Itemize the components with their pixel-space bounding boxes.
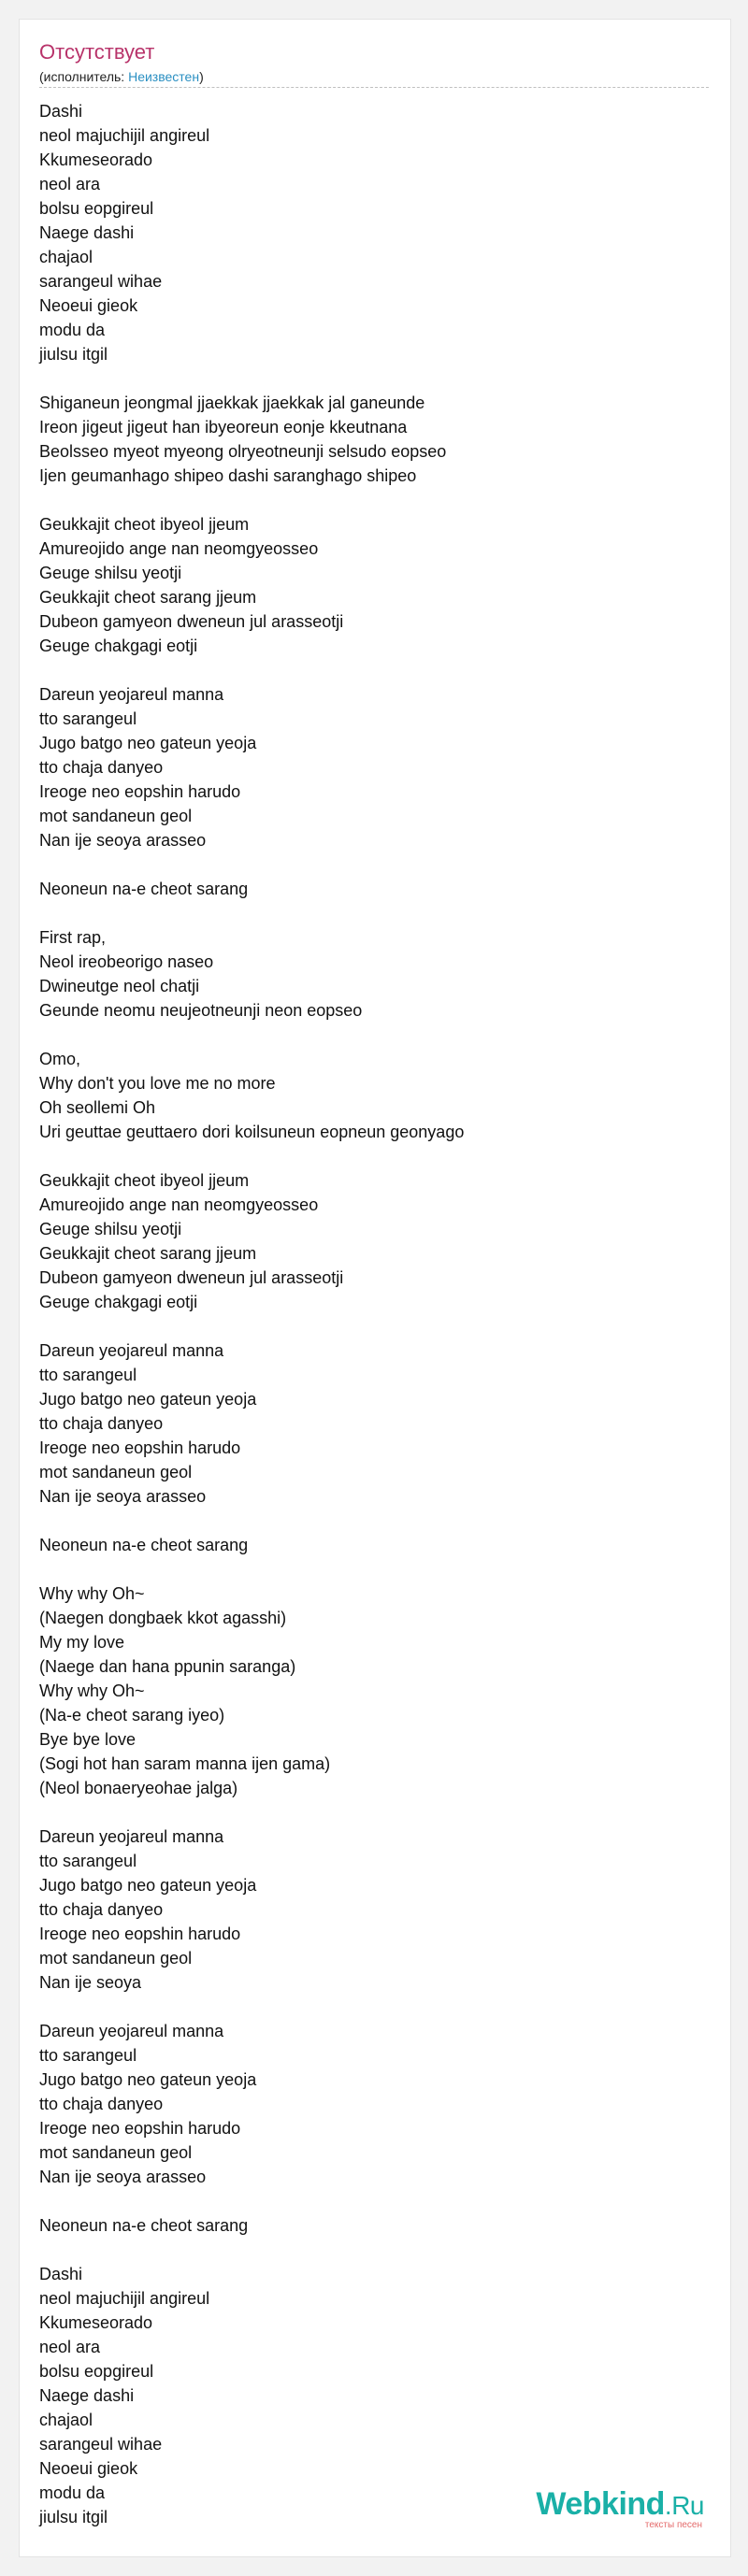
- lyric-line: Jugo batgo neo gateun yeoja: [39, 734, 257, 752]
- lyric-line: neol majuchijil angireul: [39, 2289, 210, 2308]
- lyric-line: Jugo batgo neo gateun yeoja: [39, 2070, 257, 2089]
- lyric-line: Uri geuttae geuttaero dori koilsuneun eopneun geonyago: [39, 1123, 465, 1141]
- lyric-line: Why why Oh~: [39, 1682, 145, 1700]
- stanza-break: [39, 901, 709, 925]
- lyric-line: sarangeul wihae: [39, 272, 163, 291]
- lyric-line: Why don't you love me no more: [39, 1074, 276, 1093]
- lyric-line: (Na-e cheot sarang iyeo): [39, 1706, 225, 1724]
- lyric-line: Omo,: [39, 1050, 81, 1068]
- lyric-line: Dubeon gamyeon dweneun jul arasseotji: [39, 612, 344, 631]
- lyric-line: neol ara: [39, 175, 101, 193]
- artist-suffix: ): [199, 69, 204, 84]
- lyric-line: bolsu eopgireul: [39, 2362, 154, 2381]
- lyric-line: tto chaja danyeo: [39, 2095, 164, 2113]
- lyric-line: My my love: [39, 1633, 125, 1652]
- stanza-break: [39, 1023, 709, 1047]
- lyric-line: (Neol bonaeryeohae jalga): [39, 1779, 238, 1797]
- lyric-line: Geuge chakgagi eotji: [39, 1293, 198, 1311]
- logo-tagline: тексты песен: [644, 2520, 702, 2530]
- lyric-line: Dwineutge neol chatji: [39, 977, 200, 995]
- lyric-line: chajaol: [39, 2411, 94, 2429]
- lyric-line: Nan ije seoya arasseo: [39, 1487, 207, 1506]
- lyric-line: Naege dashi: [39, 223, 135, 242]
- stanza-break: [39, 2189, 709, 2213]
- lyric-line: neol ara: [39, 2338, 101, 2356]
- lyric-line: Ireoge neo eopshin harudo: [39, 2119, 241, 2138]
- lyric-line: Geuge shilsu yeotji: [39, 1220, 182, 1238]
- stanza-break: [39, 1995, 709, 2019]
- lyric-line: tto sarangeul: [39, 2046, 137, 2065]
- stanza-break: [39, 1800, 709, 1825]
- stanza-break: [39, 852, 709, 877]
- lyric-line: Ijen geumanhago shipeo dashi saranghago shipeo: [39, 466, 417, 485]
- lyric-line: First rap,: [39, 928, 107, 947]
- lyric-line: Neoeui gieok: [39, 296, 138, 315]
- stanza-break: [39, 658, 709, 682]
- lyric-line: modu da: [39, 321, 106, 339]
- lyric-line: Geuge shilsu yeotji: [39, 564, 182, 582]
- stanza-break: [39, 1509, 709, 1533]
- logo-brand: Webkind: [536, 2486, 665, 2522]
- artist-prefix: (исполнитель:: [39, 69, 129, 84]
- lyrics-card: [19, 19, 731, 2557]
- logo-tld: .Ru: [664, 2491, 704, 2520]
- lyric-line: bolsu eopgireul: [39, 199, 154, 218]
- lyric-line: Ireoge neo eopshin harudo: [39, 782, 241, 801]
- lyric-line: Geuge chakgagi eotji: [39, 637, 198, 655]
- lyric-line: Geukkajit cheot sarang jjeum: [39, 1244, 257, 1263]
- lyric-line: neol majuchijil angireul: [39, 126, 210, 145]
- lyric-line: (Naegen dongbaek kkot agasshi): [39, 1609, 287, 1627]
- lyric-line: Jugo batgo neo gateun yeoja: [39, 1390, 257, 1409]
- lyric-line: (Naege dan hana ppunin saranga): [39, 1657, 296, 1676]
- lyric-line: Nan ije seoya: [39, 1973, 142, 1992]
- lyric-line: Why why Oh~: [39, 1584, 145, 1603]
- lyric-line: tto sarangeul: [39, 1852, 137, 1870]
- lyric-line: Neoeui gieok: [39, 2459, 138, 2478]
- lyric-line: Ireoge neo eopshin harudo: [39, 1438, 241, 1457]
- stanza-break: [39, 2238, 709, 2262]
- lyric-line: Neoneun na-e cheot sarang: [39, 2216, 249, 2235]
- lyric-line: tto sarangeul: [39, 709, 137, 728]
- lyric-line: Shiganeun jeongmal jjaekkak jjaekkak jal ganeunde: [39, 394, 425, 412]
- lyric-line: Dareun yeojareul manna: [39, 2022, 224, 2040]
- stanza-break: [39, 1314, 709, 1338]
- lyric-line: modu da: [39, 2483, 106, 2502]
- lyric-line: mot sandaneun geol: [39, 807, 193, 825]
- lyric-line: Kkumeseorado: [39, 2313, 153, 2332]
- lyric-line: Jugo batgo neo gateun yeoja: [39, 1876, 257, 1895]
- webkind-logo: [536, 2488, 704, 2530]
- lyric-line: Nan ije seoya arasseo: [39, 2168, 207, 2186]
- lyric-line: Neol ireobeorigo naseo: [39, 952, 214, 971]
- lyric-line: tto chaja danyeo: [39, 1414, 164, 1433]
- lyric-line: Geunde neomu neujeotneunji neon eopseo: [39, 1001, 363, 1020]
- stanza-break: [39, 366, 709, 391]
- lyric-line: Amureojido ange nan neomgyeosseo: [39, 539, 319, 558]
- lyric-line: Dashi: [39, 2265, 83, 2283]
- artist-line: [39, 68, 204, 85]
- lyric-line: tto sarangeul: [39, 1366, 137, 1384]
- lyric-line: chajaol: [39, 248, 94, 266]
- lyric-line: Bye bye love: [39, 1730, 137, 1749]
- lyric-line: Neoneun na-e cheot sarang: [39, 1536, 249, 1554]
- lyric-line: Amureojido ange nan neomgyeosseo: [39, 1195, 319, 1214]
- stanza-break: [39, 1144, 709, 1168]
- lyric-line: Dareun yeojareul manna: [39, 1827, 224, 1846]
- lyric-line: Geukkajit cheot sarang jjeum: [39, 588, 257, 607]
- lyric-line: Oh seollemi Oh: [39, 1098, 156, 1117]
- dashed-divider: [39, 87, 709, 88]
- lyric-line: jiulsu itgil: [39, 345, 108, 364]
- lyric-line: tto chaja danyeo: [39, 758, 164, 777]
- song-title: Отсутствует: [39, 40, 155, 64]
- lyric-line: jiulsu itgil: [39, 2508, 108, 2526]
- lyrics-text: [39, 99, 709, 2529]
- lyric-line: tto chaja danyeo: [39, 1900, 164, 1919]
- lyric-line: Nan ije seoya arasseo: [39, 831, 207, 850]
- lyric-line: Kkumeseorado: [39, 150, 153, 169]
- lyric-line: Dubeon gamyeon dweneun jul arasseotji: [39, 1268, 344, 1287]
- stanza-break: [39, 488, 709, 512]
- lyric-line: Geukkajit cheot ibyeol jjeum: [39, 1171, 250, 1190]
- lyric-line: (Sogi hot han saram manna ijen gama): [39, 1754, 331, 1773]
- lyric-line: Ireon jigeut jigeut han ibyeoreun eonje kkeutnana: [39, 418, 408, 436]
- lyric-line: Dareun yeojareul manna: [39, 1341, 224, 1360]
- lyric-line: mot sandaneun geol: [39, 1949, 193, 1968]
- stanza-break: [39, 1557, 709, 1581]
- lyric-line: Dareun yeojareul manna: [39, 685, 224, 704]
- lyric-line: Geukkajit cheot ibyeol jjeum: [39, 515, 250, 534]
- lyric-line: Naege dashi: [39, 2386, 135, 2405]
- lyric-line: Dashi: [39, 102, 83, 121]
- artist-link[interactable]: Неизвестен: [128, 69, 200, 84]
- lyric-line: Ireoge neo eopshin harudo: [39, 1925, 241, 1943]
- lyric-line: Beolsseo myeot myeong olryeotneunji selsudo eopseo: [39, 442, 447, 461]
- lyric-line: mot sandaneun geol: [39, 2143, 193, 2162]
- lyric-line: Neoneun na-e cheot sarang: [39, 880, 249, 898]
- lyric-line: mot sandaneun geol: [39, 1463, 193, 1481]
- lyric-line: sarangeul wihae: [39, 2435, 163, 2454]
